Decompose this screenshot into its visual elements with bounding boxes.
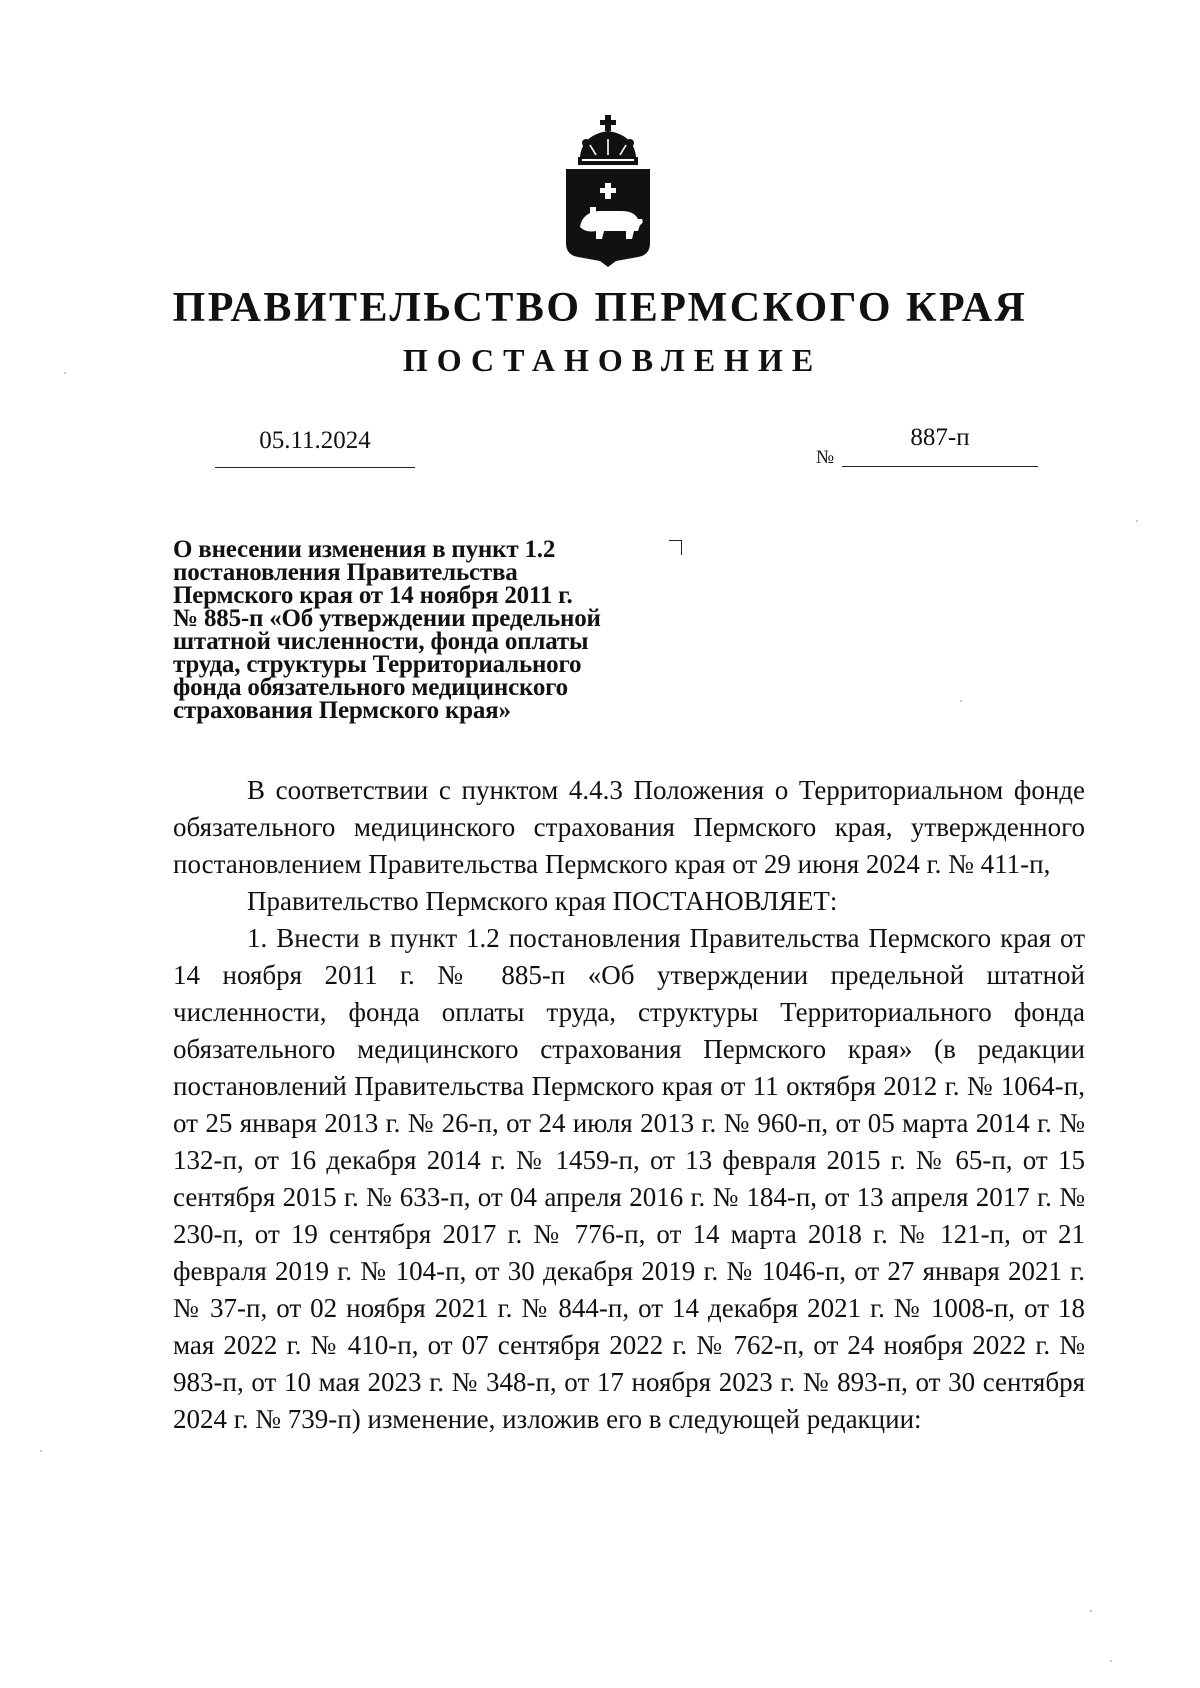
government-title: ПРАВИТЕЛЬСТВО ПЕРМСКОГО КРАЯ xyxy=(172,285,1028,331)
scan-speck xyxy=(960,700,962,702)
subject-block xyxy=(173,538,693,722)
number-sign: № xyxy=(816,447,835,468)
document-number: 887-п xyxy=(910,424,970,451)
document-body xyxy=(173,772,1085,1438)
scan-speck xyxy=(64,372,66,374)
document-type: ПОСТАНОВЛЕНИЕ xyxy=(402,342,823,378)
paragraph-item-1: 1. Внести в пункт 1.2 постановления Правительства Пермского края от 14 ноября 2011 г. № 885-п «Об утверждении предельной штатной численности, фонда оплаты труда, структуры Территориального фонда обязательного медицинского страхования Пермского края» (в редакции постановлений Правительства Пермского края от 11 октября 2012 г. № 1064-п, от 25 января 2013 г. № 26-п, от 24 июля 2013 г. № 960-п, от 05 марта 2014 г. № 132-п, от 16 декабря 2014 г. № 1459-п, от 13 февраля 2015 г. № 65-п, от 15 сентября 2015 г. № 633-п, от 04 апреля 2016 г. № 184-п, от 13 апреля 2017 г. № 230-п, от 19 сентября 2017 г. № 776-п, от 14 марта 2018 г. № 121-п, от 21 февраля 2019 г. № 104-п, от 30 декабря 2019 г. № 1046-п, от 27 января 2021 г. № 37-п, от 02 ноября 2021 г. № 844-п, от 14 декабря 2021 г. № 1008-п, от 18 мая 2022 г. № 410-п, от 07 сентября 2022 г. № 762-п, от 24 ноября 2022 г. № 983-п, от 10 мая 2023 г. № 348-п, от 17 ноября 2023 г. № 893-п, от 30 сентября 2024 г. № 739-п) изменение, изложив его в следующей редакции: xyxy=(173,923,1085,1434)
subject-line: страхования Пермского края» xyxy=(173,697,511,724)
paragraph-preamble: В соответствии с пунктом 4.4.3 Положения о Территориальном фонде обязательного медицинского страхования Пермского края, утвержденного постановлением Правительства Пермского края от 29 июня 2024 г. № 411-п, xyxy=(173,775,1085,879)
subject-line: О внесении изменения в пункт 1.2 xyxy=(173,536,556,563)
scan-speck xyxy=(1136,520,1138,522)
subject-line: труда, структуры Территориального xyxy=(173,651,582,678)
number-field xyxy=(842,420,1038,467)
scan-speck xyxy=(1110,1660,1112,1662)
subject-line: постановления Правительства xyxy=(173,559,518,586)
subject-corner-mark xyxy=(669,540,682,555)
scan-speck xyxy=(40,1450,42,1452)
subject-line: № 885-п «Об утверждении предельной xyxy=(173,605,601,632)
scan-speck xyxy=(1090,1610,1092,1612)
document-date: 05.11.2024 xyxy=(259,427,371,454)
subject-line: штатной численности, фонда оплаты xyxy=(173,628,589,655)
subject-line: Пермского края от 14 ноября 2011 г. xyxy=(173,582,573,609)
date-field xyxy=(215,423,415,468)
paragraph-resolves: Правительство Пермского края ПОСТАНОВЛЯЕТ: xyxy=(247,886,838,916)
perm-krai-coat-of-arms-icon xyxy=(560,115,656,267)
subject-line: фонда обязательного медицинского xyxy=(173,674,568,701)
